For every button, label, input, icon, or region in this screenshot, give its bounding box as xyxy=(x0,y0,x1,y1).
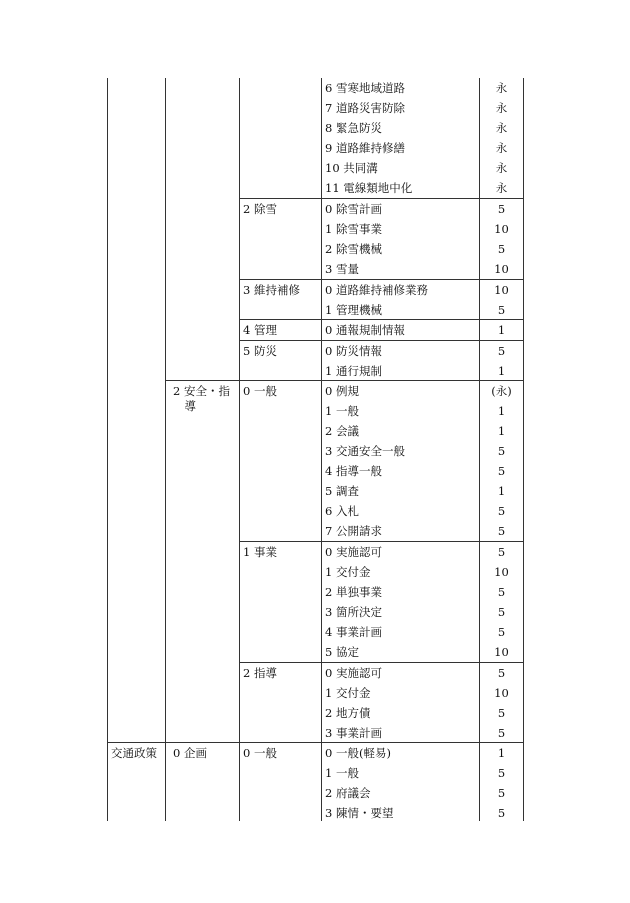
category-label: 0 企画 xyxy=(173,746,207,760)
retention-value: 10 xyxy=(494,565,509,579)
retention-value: 5 xyxy=(497,766,506,780)
row-rule xyxy=(239,279,524,280)
item-label: 1 通行規制 xyxy=(325,364,382,378)
row-rule xyxy=(239,541,524,542)
retention-value: 1 xyxy=(497,323,506,337)
column-rule xyxy=(321,78,322,821)
column-rule xyxy=(523,78,524,821)
retention-value: 永 xyxy=(495,81,508,95)
retention-value: 1 xyxy=(497,484,506,498)
item-label: 4 事業計画 xyxy=(325,625,382,639)
section-label: 交通政策 xyxy=(111,746,157,760)
item-label: 3 陳情・要望 xyxy=(325,806,394,820)
item-label: 1 交付金 xyxy=(325,686,371,700)
item-label: 3 雪量 xyxy=(325,262,359,276)
item-label: 5 協定 xyxy=(325,645,359,659)
retention-value: 5 xyxy=(497,344,506,358)
retention-value: 5 xyxy=(497,504,506,518)
retention-value: 永 xyxy=(495,101,508,115)
retention-value: 5 xyxy=(497,706,506,720)
retention-value: 5 xyxy=(497,202,506,216)
item-label: 3 事業計画 xyxy=(325,726,382,740)
retention-value: 10 xyxy=(494,262,509,276)
item-label: 6 入札 xyxy=(325,504,359,518)
retention-value: 5 xyxy=(497,605,506,619)
retention-table xyxy=(107,78,524,821)
retention-value: 5 xyxy=(497,585,506,599)
item-label: 2 府議会 xyxy=(325,786,371,800)
retention-value: 1 xyxy=(497,364,506,378)
retention-value: 5 xyxy=(497,242,506,256)
retention-value: 5 xyxy=(497,625,506,639)
item-label: 1 一般 xyxy=(325,404,359,418)
retention-value: 5 xyxy=(497,464,506,478)
item-label: 0 除雪計画 xyxy=(325,202,382,216)
subcategory-label: 3 維持補修 xyxy=(243,283,300,297)
row-rule xyxy=(239,340,524,341)
retention-value: 永 xyxy=(495,121,508,135)
item-label: 0 通報規制情報 xyxy=(325,323,405,337)
retention-value: 永 xyxy=(495,161,508,175)
retention-value: 10 xyxy=(494,283,509,297)
row-rule xyxy=(107,742,524,743)
item-label: 10 共同溝 xyxy=(325,161,378,175)
retention-value: 10 xyxy=(494,686,509,700)
item-label: 0 防災情報 xyxy=(325,344,382,358)
row-rule xyxy=(165,380,524,381)
subcategory-label: 2 指導 xyxy=(243,666,277,680)
item-label: 9 道路維持修繕 xyxy=(325,141,405,155)
item-label: 8 緊急防災 xyxy=(325,121,382,135)
item-label: 4 指導一般 xyxy=(325,464,382,478)
retention-value: 1 xyxy=(497,404,506,418)
retention-value: 5 xyxy=(497,444,506,458)
item-label: 1 一般 xyxy=(325,766,359,780)
retention-value: (永) xyxy=(491,384,512,398)
item-label: 0 実施認可 xyxy=(325,666,382,680)
item-label: 1 管理機械 xyxy=(325,303,382,317)
item-label: 3 交通安全一般 xyxy=(325,444,405,458)
item-label: 0 道路維持補修業務 xyxy=(325,283,428,297)
column-rule xyxy=(239,78,240,821)
item-label: 3 箇所決定 xyxy=(325,605,382,619)
retention-value: 5 xyxy=(497,726,506,740)
item-label: 2 単独事業 xyxy=(325,585,382,599)
retention-value: 10 xyxy=(494,222,509,236)
row-rule xyxy=(239,198,524,199)
item-label: 11 電線類地中化 xyxy=(325,181,413,195)
subcategory-label: 0 一般 xyxy=(243,746,277,760)
item-label: 7 公開請求 xyxy=(325,524,382,538)
item-label: 2 会議 xyxy=(325,424,359,438)
retention-value: 5 xyxy=(497,666,506,680)
item-label: 0 例規 xyxy=(325,384,359,398)
item-label: 0 実施認可 xyxy=(325,545,382,559)
item-label: 2 地方債 xyxy=(325,706,371,720)
retention-value: 永 xyxy=(495,181,508,195)
subcategory-label: 4 管理 xyxy=(243,323,277,337)
item-label: 7 道路災害防除 xyxy=(325,101,405,115)
retention-value: 永 xyxy=(495,141,508,155)
retention-value: 5 xyxy=(497,545,506,559)
item-label: 1 除雪事業 xyxy=(325,222,382,236)
item-label: 6 雪寒地域道路 xyxy=(325,81,405,95)
item-label: 0 一般(軽易) xyxy=(325,746,391,760)
item-label: 5 調査 xyxy=(325,484,359,498)
subcategory-label: 5 防災 xyxy=(243,344,277,358)
retention-value: 5 xyxy=(497,303,506,317)
row-rule xyxy=(239,662,524,663)
retention-value: 5 xyxy=(497,524,506,538)
item-label: 2 除雪機械 xyxy=(325,242,382,256)
subcategory-label: 0 一般 xyxy=(243,384,277,398)
column-rule xyxy=(107,78,108,821)
column-rule xyxy=(165,78,166,821)
retention-value: 1 xyxy=(497,746,506,760)
retention-value: 5 xyxy=(497,786,506,800)
subcategory-label: 1 事業 xyxy=(243,545,277,559)
row-rule xyxy=(239,319,524,320)
retention-value: 5 xyxy=(497,806,506,820)
retention-value: 1 xyxy=(497,424,506,438)
item-label: 1 交付金 xyxy=(325,565,371,579)
retention-value: 10 xyxy=(494,645,509,659)
subcategory-label: 2 除雪 xyxy=(243,202,277,216)
category-label: 2 安全・指 導 xyxy=(173,384,230,413)
